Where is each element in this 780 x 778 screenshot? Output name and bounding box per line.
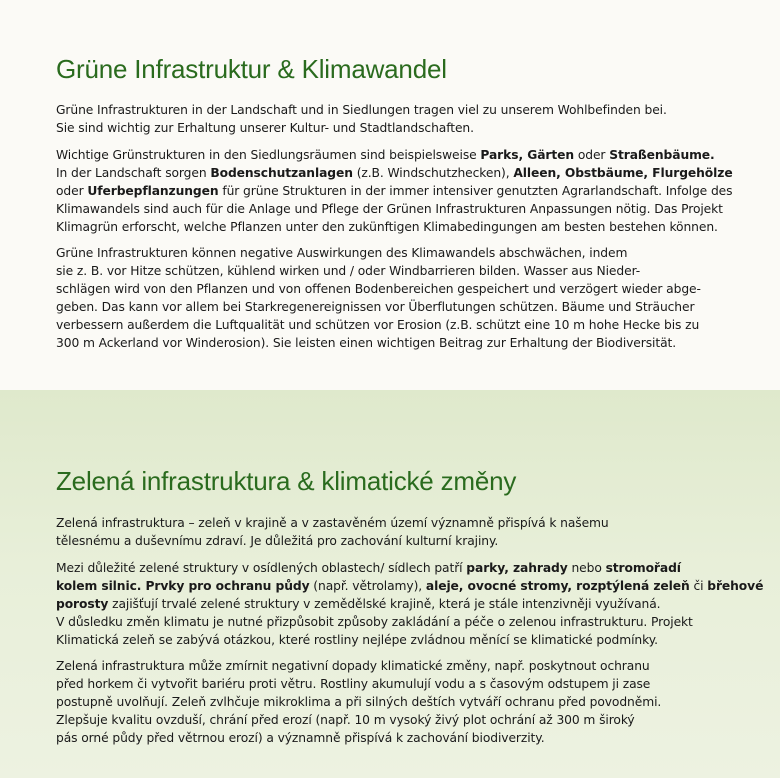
text-line: Grüne Infrastrukturen können negative Auswirkungen des Klimawandels abschwächen, indem (56, 246, 628, 260)
text-line: 300 m Ackerland vor Winderosion). Sie leisten einen wichtigen Beitrag zur Erhaltung der Biodiversität. (56, 336, 677, 350)
czech-paragraph-3 (56, 657, 746, 747)
text-line: tělesnému a duševnímu zdraví. Je důležitá pro zachování kulturní krajiny. (56, 534, 499, 548)
text-line: Sie sind wichtig zur Erhaltung unserer Kultur- und Stadtlandschaften. (56, 121, 474, 135)
text-line: postupně uvolňují. Zeleň zvlhčuje mikroklima a při silných deštích vytváří ochranu před povodněmi. (56, 695, 662, 709)
german-heading: Grüne Infrastruktur & Klimawandel (56, 54, 447, 84)
text-line: Wichtige Grünstrukturen in den Siedlungsräumen sind beispielsweise Parks, Gärten oder Straßenbäume. (56, 148, 715, 162)
text-line: Grüne Infrastrukturen in der Landschaft und in Siedlungen tragen viel zu unserem Wohlbefinden bei. (56, 103, 667, 117)
german-paragraph-1 (56, 101, 746, 137)
czech-paragraph-1 (56, 514, 746, 550)
german-paragraph-2 (56, 146, 746, 236)
text-line: před horkem či vytvořit bariéru proti větru. Rostliny akumulují vodu a s časovým odstupem ji zase (56, 677, 651, 691)
german-paragraph-3 (56, 244, 746, 352)
text-line: Klimagrün erforscht, welche Pflanzen unter den zukünftigen Klimabedingungen am besten bestehen können. (56, 220, 718, 234)
text-line: Zelená infrastruktura může zmírnit negativní dopady klimatické změny, např. poskytnout ochranu (56, 659, 650, 673)
czech-heading: Zelená infrastruktura & klimatické změny (56, 466, 517, 496)
text-line: pás orné půdy před větrnou erozí) a významně přispívá k zachování biodiverzity. (56, 731, 545, 745)
text-line: Mezi důležité zelené struktury v osídlených oblastech/ sídlech patří parky, zahrady nebo stromořadí (56, 561, 681, 575)
text-line: oder Uferbepflanzungen für grüne Strukturen in der immer intensiver genutzten Agrarlandschaft. Infolge des (56, 184, 733, 198)
czech-paragraph-2 (56, 559, 764, 649)
text-line: Zlepšuje kvalitu ovzduší, chrání před erozí (např. 10 m vysoký živý plot ochrání až 300 m široký (56, 713, 635, 727)
text-line: kolem silnic. Prvky pro ochranu půdy (např. větrolamy), aleje, ovocné stromy, rozptýlená zeleň či břehové (56, 579, 764, 593)
text-line: porosty zajišťují trvalé zelené struktury v zemědělské krajině, která je stále intenzivněji využívaná. (56, 597, 661, 611)
text-line: In der Landschaft sorgen Bodenschutzanlagen (z.B. Windschutzhecken), Alleen, Obstbäume, Flurgehölze (56, 166, 733, 180)
text-line: verbessern außerdem die Luftqualität und schützen vor Erosion (z.B. schützt eine 10 m hohe Hecke bis zu (56, 318, 700, 332)
text-line: V důsledku změn klimatu je nutné přizpůsobit způsoby zakládání a péče o zelenou infrastrukturu. Projekt (56, 615, 693, 629)
text-line: geben. Das kann vor allem bei Starkregenereignissen vor Überflutungen schützen. Bäume und Sträucher (56, 300, 695, 314)
text-line: sie z. B. vor Hitze schützen, kühlend wirken und / oder Windbarrieren bilden. Wasser aus Nieder- (56, 264, 641, 278)
text-line: schlägen wird von den Pflanzen und von offenen Bodenbereichen gespeichert und verzögert wieder abge- (56, 282, 701, 296)
text-line: Klimatická zeleň se zabývá otázkou, které rostliny nejlépe zvládnou měnící se klimatické podmínky. (56, 633, 658, 647)
text-line: Klimawandels sind auch für die Anlage und Pflege der Grünen Infrastrukturen Anpassungen nötig. Das Projekt (56, 202, 723, 216)
text-line: Zelená infrastruktura – zeleň v krajině a v zastavěném území významně přispívá k našemu (56, 516, 609, 530)
